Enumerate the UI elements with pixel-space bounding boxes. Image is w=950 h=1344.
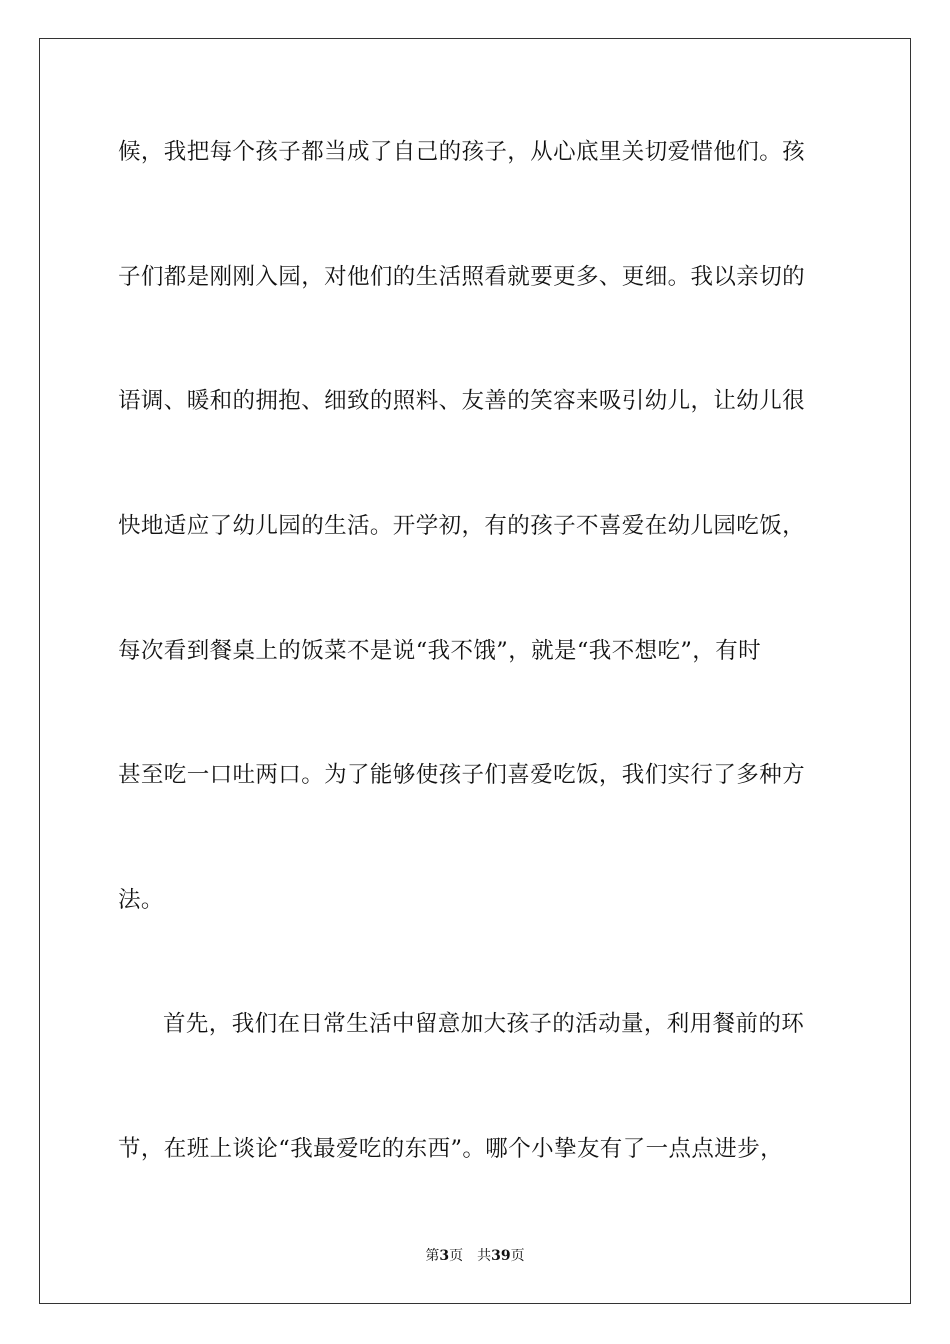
text-line: 快地适应了幼儿园的生活。开学初，有的孩子不喜爱在幼儿园吃饭，: [118, 513, 806, 539]
page-border: [39, 38, 911, 1304]
text-line: 甚至吃一口吐两口。为了能够使孩子们喜爱吃饭，我们实行了多种方: [118, 762, 806, 788]
page-footer: [0, 1246, 950, 1266]
paragraph-first-line: 首先，我们在日常生活中留意加大孩子的活动量，利用餐前的环: [163, 1011, 805, 1037]
page-suffix: 页: [449, 1248, 464, 1264]
page-number: 3: [439, 1248, 450, 1264]
text-line: 法。: [118, 887, 164, 913]
total-suffix: 页: [510, 1248, 525, 1264]
text-line: 每次看到餐桌上的饭菜不是说“我不饿”，就是“我不想吃”，有时: [118, 638, 762, 664]
text-line: 候，我把每个孩子都当成了自己的孩子，从心底里关切爱惜他们。孩: [118, 139, 806, 165]
text-line: 子们都是刚刚入园，对他们的生活照看就要更多、更细。我以亲切的: [118, 264, 806, 290]
total-pages: 39: [491, 1248, 511, 1264]
page-prefix: 第: [425, 1248, 440, 1264]
total-prefix: 共: [477, 1248, 492, 1264]
text-line: 语调、暖和的拥抱、细致的照料、友善的笑容来吸引幼儿，让幼儿很: [118, 388, 806, 414]
text-line: 节，在班上谈论“我最爱吃的东西”。哪个小挚友有了一点点进步，: [118, 1136, 784, 1162]
